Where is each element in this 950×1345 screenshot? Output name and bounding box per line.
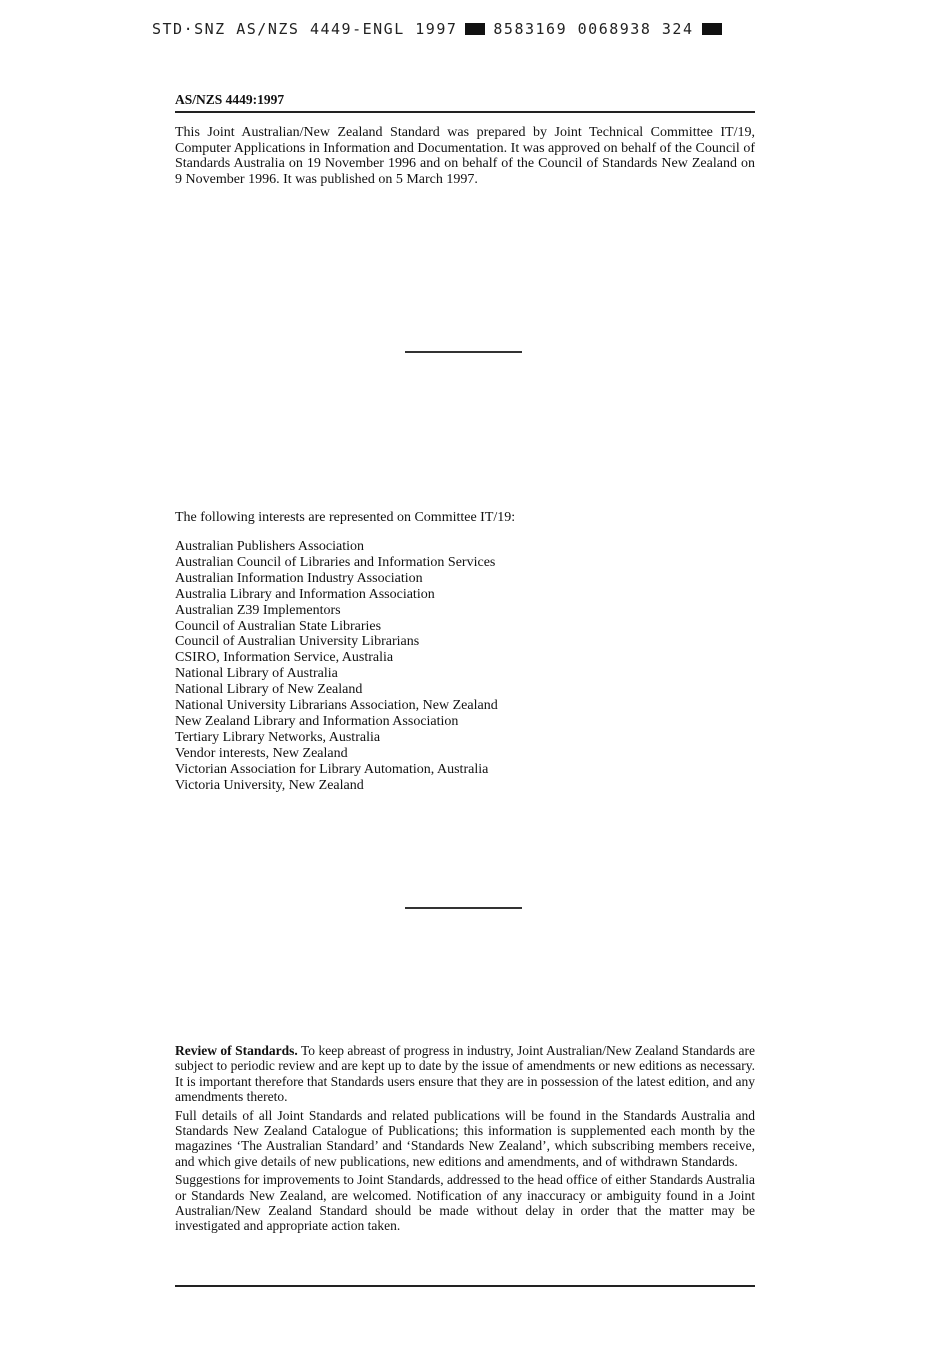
review-paragraph-3: Suggestions for improvements to Joint Standards, addressed to the head office of either Standards Australia or Standards New Zealand, are welcomed. Notification of any inaccuracy or ambiguity found in a Joint Australian/New Zealand Standard should be made without delay in order that the matter may be investigated and appropriate action taken. xyxy=(175,1172,755,1234)
list-item: National Library of New Zealand xyxy=(175,682,363,698)
top-divider xyxy=(175,111,755,113)
review-paragraph-1 xyxy=(175,1043,755,1105)
list-item: Vendor interests, New Zealand xyxy=(175,745,348,761)
list-item: Australian Z39 Implementors xyxy=(175,602,341,618)
list-item: Australia Library and Information Association xyxy=(175,586,435,602)
list-item: National University Librarians Association, New Zealand xyxy=(175,698,498,714)
header-code-left: STD·SNZ AS/NZS 4449-ENGL 1997 xyxy=(152,20,458,38)
list-item: Australian Publishers Association xyxy=(175,539,364,554)
review-of-standards-section xyxy=(175,1043,755,1237)
list-item: Council of Australian State Libraries xyxy=(175,618,382,634)
list-item: Australian Council of Libraries and Information Services xyxy=(175,554,496,570)
list-item: CSIRO, Information Service, Australia xyxy=(175,650,394,666)
header-block-mark xyxy=(465,23,485,35)
list-item: Victorian Association for Library Automation, Australia xyxy=(175,761,489,777)
header-code-middle: 8583169 0068938 324 xyxy=(493,20,694,38)
preparation-paragraph: This Joint Australian/New Zealand Standard was prepared by Joint Technical Committee IT/19, Computer Applications in Information and Documentation. It was approved on behalf of the Council of Standards Australia on 19 November 1996 and on behalf of the Council of Standards New Zealand on 9 November 1996. It was published on 5 March 1997. xyxy=(175,125,755,187)
header-block-mark-end xyxy=(702,23,722,35)
standard-number: AS/NZS 4449:1997 xyxy=(175,92,285,107)
review-paragraph-1-text: To keep abreast of progress in industry, Joint Australian/New Zealand Standards are subject to periodic review and are kept up to date by the issue of amendments or new editions as necessary. It is important therefore that Standards users ensure that they are in possession of the latest edition, and any amendments thereto. xyxy=(175,1043,755,1105)
interests-heading: The following interests are represented on Committee IT/19: xyxy=(175,510,516,525)
review-paragraph-2: Full details of all Joint Standards and related publications will be found in the Standards Australia and Standards New Zealand Catalogue of Publications; this information is supplemented each month by the magazines ‘The Australian Standard’ and ‘Standards New Zealand’, which subscribing members receive, and which give details of new publications, new editions and amendments, and of withdrawn Standards. xyxy=(175,1107,755,1169)
list-item: New Zealand Library and Information Association xyxy=(175,713,459,729)
list-item: Council of Australian University Librarians xyxy=(175,634,420,650)
bottom-divider xyxy=(175,1285,755,1287)
list-item: Tertiary Library Networks, Australia xyxy=(175,729,381,745)
document-header-code xyxy=(152,20,792,38)
list-item: Victoria University, New Zealand xyxy=(175,777,364,793)
section-divider-2 xyxy=(405,907,522,909)
section-divider-1 xyxy=(405,351,522,353)
list-item: Australian Information Industry Association xyxy=(175,570,423,586)
interests-list xyxy=(175,539,498,794)
review-heading: Review of Standards. xyxy=(175,1043,298,1058)
list-item: National Library of Australia xyxy=(175,666,338,682)
